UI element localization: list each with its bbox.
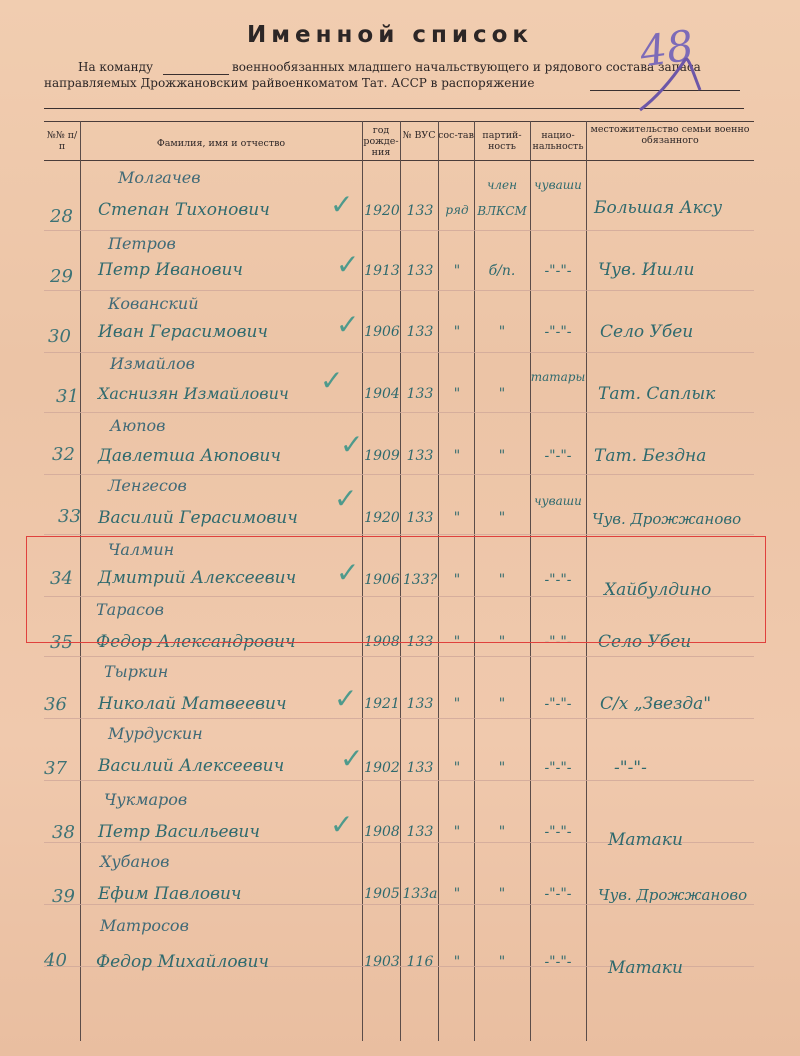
row-surname: Петров (108, 234, 176, 253)
col-header-sostav: сос-тав (438, 130, 474, 141)
row-party: " (498, 886, 506, 902)
row-sostav: ряд (445, 203, 469, 217)
col-header-party: партий-ность (482, 130, 522, 152)
col-header-address: местожительство семьи военно обязанного (590, 124, 750, 146)
col-header-num: №№ п/п (46, 130, 78, 152)
corner-mark: 48 (636, 20, 697, 77)
row-address: Чув. Ишли (598, 260, 695, 280)
row-fullname: Петр Иванович (98, 260, 243, 280)
row-nation: -"-"- (544, 324, 572, 340)
row-address: Матаки (608, 830, 683, 850)
row-address: С/х „Звезда" (600, 694, 712, 714)
row-year: 1908 (364, 824, 400, 840)
document-title: Именной список (246, 22, 534, 48)
row-nation: -"-"- (544, 448, 572, 464)
table-header-border (44, 160, 754, 161)
row-rule (44, 230, 754, 231)
row-number: 38 (52, 822, 75, 843)
row-nation: -"-"- (544, 760, 572, 776)
row-fullname: Федор Михайлович (96, 952, 269, 972)
row-year: 1904 (364, 386, 400, 402)
row-party: " (498, 386, 506, 402)
row-fullname: Давлетша Аюпович (98, 446, 281, 466)
row-rule (44, 718, 754, 719)
row-vus: 133 (406, 760, 434, 776)
row-year: 1920 (364, 203, 400, 219)
row-sostav: " (453, 572, 461, 588)
row-sostav: " (453, 448, 461, 464)
row-sostav: " (453, 634, 461, 650)
row-sostav: " (453, 886, 461, 902)
row-party: " (498, 324, 506, 340)
check-mark: ✓ (330, 188, 354, 221)
row-number: 39 (52, 886, 75, 907)
row-rule (44, 474, 754, 475)
row-year: 1905 (364, 886, 400, 902)
row-rule (44, 534, 754, 535)
row-fullname: Николай Матвеевич (98, 694, 287, 714)
row-number: 36 (44, 694, 67, 715)
row-fullname: Степан Тихонович (98, 200, 270, 220)
row-number: 28 (50, 206, 73, 227)
row-year: 1909 (364, 448, 400, 464)
row-year: 1902 (364, 760, 400, 776)
check-mark: ✓ (334, 482, 358, 515)
row-fullname: Хаснизян Измайлович (98, 384, 289, 403)
row-party: " (498, 572, 506, 588)
row-sostav: " (453, 324, 461, 340)
row-year: 1906 (364, 572, 400, 588)
row-sostav: " (453, 263, 461, 279)
command-blank-line (163, 74, 229, 75)
row-rule (44, 780, 754, 781)
row-rule (44, 412, 754, 413)
row-address: -"-"- (614, 758, 647, 778)
row-sostav: " (453, 386, 461, 402)
row-fullname: Иван Герасимович (98, 322, 269, 342)
check-mark: ✓ (320, 364, 344, 397)
check-mark: ✓ (336, 248, 360, 281)
header-line1-pre: На команду (78, 60, 154, 74)
row-address: Хайбулдино (604, 580, 712, 600)
row-nation: чуваши (534, 494, 582, 508)
check-mark: ✓ (336, 556, 360, 589)
row-fullname: Ефим Павлович (98, 884, 242, 904)
row-number: 40 (44, 950, 67, 971)
row-number: 30 (48, 326, 71, 347)
row-nation: -"-"- (544, 696, 572, 712)
row-year: 1906 (364, 324, 400, 340)
highlight-box (26, 536, 766, 643)
row-fullname: Дмитрий Алексеевич (98, 568, 297, 588)
col-header-nation: нацио-нальность (532, 130, 584, 152)
row-number: 32 (52, 444, 75, 465)
col-header-name: Фамилия, имя и отчество (156, 138, 286, 149)
row-party: " (498, 824, 506, 840)
corner-mark-stroke (630, 40, 720, 120)
row-party: " (498, 760, 506, 776)
row-surname: Измайлов (110, 354, 195, 373)
row-nation: -"-"- (544, 634, 572, 650)
row-nation: татары (530, 370, 586, 384)
row-vus: 133 (406, 510, 434, 526)
row-sostav: " (453, 824, 461, 840)
row-surname: Чукмаров (104, 790, 188, 809)
row-address: Тат. Саплык (598, 384, 716, 404)
row-surname: Тыркин (104, 662, 169, 681)
row-vus: 133 (406, 263, 434, 279)
row-address: Матаки (608, 958, 683, 978)
header-line2: направляемых Дрожжановским райвоенкоматом Тат. АССР в распоряжение (44, 76, 535, 90)
check-mark: ✓ (336, 308, 360, 341)
row-nation: -"-"- (544, 824, 572, 840)
row-year: 1903 (364, 954, 400, 970)
row-surname: Мурдускин (108, 724, 203, 743)
row-sostav: " (453, 760, 461, 776)
row-year: 1908 (364, 634, 400, 650)
check-mark: ✓ (340, 428, 364, 461)
col-header-year: год рожде-ния (363, 125, 399, 158)
row-rule (44, 904, 754, 905)
row-rule (44, 290, 754, 291)
row-fullname: Петр Васильевич (98, 822, 260, 842)
row-surname: Аюпов (110, 416, 166, 435)
row-number: 35 (50, 632, 73, 653)
row-party: б/п. (488, 263, 516, 279)
row-address: Село Убеи (598, 632, 692, 652)
row-nation: чуваши (534, 178, 582, 192)
check-mark: ✓ (334, 682, 358, 715)
header-line1-post: военнообязанных младшего начальствующего и рядового состава запаса (232, 60, 701, 74)
row-vus: 133 (406, 448, 434, 464)
col-header-vus: № ВУС (402, 130, 436, 141)
row-address: Большая Аксу (594, 198, 723, 218)
row-surname: Ленгесов (108, 476, 187, 495)
row-sostav: " (453, 954, 461, 970)
row-party: " (498, 634, 506, 650)
row-surname: Матросов (100, 916, 189, 935)
row-number: 31 (56, 386, 79, 407)
row-number: 29 (50, 266, 73, 287)
row-year: 1913 (364, 263, 400, 279)
row-vus: 133 (406, 386, 434, 402)
row-address: Тат. Бездна (594, 446, 707, 466)
row-sostav: " (453, 696, 461, 712)
row-vus: 133 (406, 203, 434, 219)
row-surname: Кованский (108, 294, 199, 313)
row-surname: Молгачев (118, 168, 201, 187)
row-rule (44, 352, 754, 353)
row-address: Чув. Дрожжаново (598, 886, 748, 904)
row-nation: -"-"- (544, 886, 572, 902)
table-top-border (44, 121, 754, 122)
row-surname: Чалмин (108, 540, 175, 559)
row-vus: 133 (406, 324, 434, 340)
row-year: 1921 (364, 696, 400, 712)
row-surname: Хубанов (100, 852, 170, 871)
row-nation: -"-"- (544, 954, 572, 970)
row-party: " (498, 954, 506, 970)
row-nation: -"-"- (544, 263, 572, 279)
row-number: 37 (44, 758, 67, 779)
row-nation: -"-"- (544, 572, 572, 588)
check-mark: ✓ (340, 742, 364, 775)
row-vus: 133 (406, 634, 434, 650)
row-party: " (498, 448, 506, 464)
row-address: Чув. Дрожжаново (592, 510, 742, 528)
row-sostav: " (453, 510, 461, 526)
row-vus: 133а (402, 886, 438, 902)
row-year: 1920 (364, 510, 400, 526)
row-party: " (498, 510, 506, 526)
check-mark: ✓ (330, 808, 354, 841)
row-party: член ВЛКСМ (477, 178, 527, 218)
row-vus: 133 (406, 824, 434, 840)
row-party: " (498, 696, 506, 712)
row-number: 34 (50, 568, 73, 589)
row-rule (44, 656, 754, 657)
row-fullname: Василий Алексеевич (98, 756, 285, 776)
row-fullname: Василий Герасимович (98, 508, 298, 528)
row-vus: 116 (406, 954, 434, 970)
row-vus: 133 (406, 696, 434, 712)
row-vus: 133? (402, 572, 438, 588)
row-surname: Тарасов (96, 600, 164, 619)
row-address: Село Убеи (600, 322, 694, 342)
row-number: 33 (58, 506, 81, 527)
row-fullname: Федор Александрович (96, 632, 296, 652)
